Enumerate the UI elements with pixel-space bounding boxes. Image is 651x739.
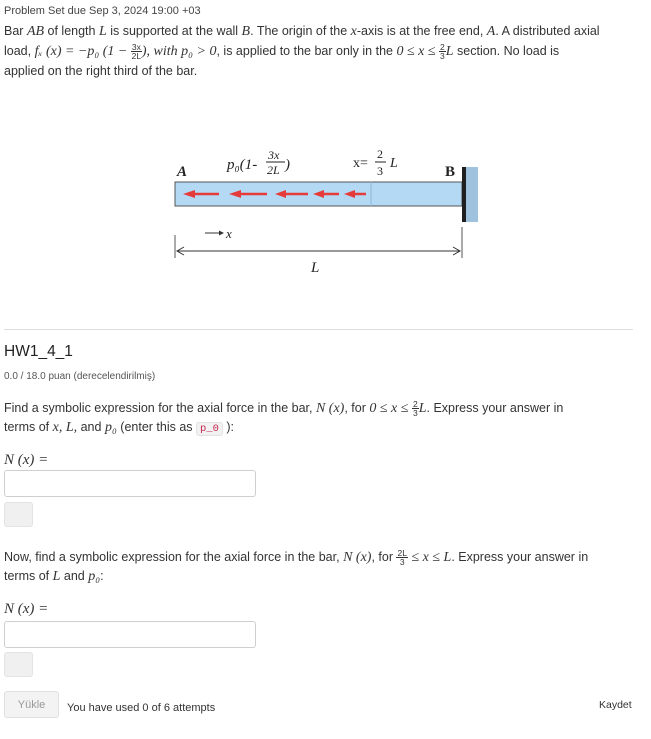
frac-num: 2 <box>412 399 418 410</box>
range-expression: 0 ≤ x ≤ <box>396 44 440 59</box>
problem-line-2 <box>4 42 649 61</box>
question-text: Now, find a symbolic expression for the axial force in the bar, <box>4 550 344 564</box>
problem-line-3: applied on the right third of the bar. <box>4 64 198 78</box>
problem-text: Bar <box>4 24 27 38</box>
problem-line-1 <box>4 22 649 41</box>
length-symbol: L <box>445 44 454 59</box>
load-frac-den: 2L <box>267 163 280 177</box>
frac-den: 2L <box>131 51 142 62</box>
question-text: , for <box>344 401 370 415</box>
load-button[interactable]: Yükle <box>4 691 59 718</box>
load-label-close: ) <box>285 157 290 173</box>
load-frac-num: 3x <box>268 148 280 162</box>
frac-den: 3 <box>399 557 405 568</box>
x-eq-num: 2 <box>377 147 383 161</box>
section-divider-line <box>4 329 633 330</box>
x-eq-label: x= <box>353 156 368 171</box>
question-text: and <box>60 569 89 583</box>
problem-text: of length <box>44 24 99 38</box>
question-text: ): <box>222 420 235 434</box>
question-text: terms of <box>4 420 53 434</box>
axial-force-symbol: N (x) <box>315 401 345 416</box>
label-A: A <box>177 164 188 180</box>
wall-edge <box>462 167 466 222</box>
part1-answer-label: N (x) = <box>4 452 49 468</box>
range-expression: ≤ x ≤ L <box>407 550 452 565</box>
frac-num: 2L <box>397 548 407 559</box>
problem-text: is supported at the wall <box>106 24 242 38</box>
bar-name: AB <box>26 24 45 39</box>
part1-status-box <box>4 502 33 527</box>
save-button[interactable]: Kaydet <box>599 699 632 711</box>
question-text: and <box>77 420 105 434</box>
problem-title: HW1_4_1 <box>4 343 73 360</box>
fraction-3x-2L <box>131 43 142 60</box>
fraction-2L-3 <box>396 549 407 566</box>
p0-condition: p₀ > 0 <box>181 44 217 59</box>
part2-question-line-1 <box>4 548 649 567</box>
question-text: terms of <box>4 569 53 583</box>
wall <box>466 167 478 222</box>
frac-den: 3 <box>412 408 418 419</box>
bar-figure <box>165 145 485 280</box>
problem-text: . A distributed axial <box>495 24 600 38</box>
frac-num: 3x <box>131 42 141 53</box>
length-symbol: L <box>418 401 427 416</box>
free-end-symbol: A <box>486 24 496 39</box>
length-label: L <box>311 260 320 276</box>
part1-question-line-2 <box>4 418 234 439</box>
part1-answer-input[interactable] <box>4 470 256 497</box>
x-symbol: x <box>350 24 357 39</box>
question-text: . Express your answer in <box>426 401 564 415</box>
frac-den: 3 <box>440 51 445 62</box>
load-expression-close: ), with <box>141 44 182 59</box>
code-hint: p_0 <box>196 422 223 436</box>
question-text: : <box>100 569 104 583</box>
score-text: 0.0 / 18.0 puan (derecelendirilmiş) <box>4 371 156 382</box>
x-eq-L: L <box>390 156 398 171</box>
part2-answer-label: N (x) = <box>4 601 49 617</box>
problem-text: , is applied to the bar only in the <box>216 44 397 58</box>
problem-text: . The origin of the <box>250 24 351 38</box>
p0-symbol: p₀ <box>104 420 117 435</box>
problem-text: section. No load is <box>453 44 560 58</box>
p0-symbol: p₀ <box>88 569 101 584</box>
fraction-2-3 <box>412 400 419 417</box>
part2-question-line-2 <box>4 567 104 586</box>
range-expression: 0 ≤ x ≤ <box>369 401 412 416</box>
problem-text: load, <box>4 44 35 58</box>
question-text: . Express your answer in <box>451 550 589 564</box>
length-symbol: L <box>98 24 107 39</box>
x-axis-label: x <box>226 226 232 241</box>
axial-force-symbol: N (x) <box>343 550 372 565</box>
part2-status-box <box>4 652 33 677</box>
attempts-text: You have used 0 of 6 attempts <box>67 702 216 714</box>
due-date-text: Problem Set due Sep 3, 2024 19:00 +03 <box>4 5 201 17</box>
part1-question-line-1 <box>4 399 649 418</box>
x-eq-den: 3 <box>377 164 383 178</box>
frac-num: 2 <box>440 42 445 53</box>
load-expression: fₓ (x) = −p₀ (1 − <box>34 44 131 59</box>
load-label: p₀(1- <box>227 157 258 173</box>
fraction-2-3 <box>439 43 446 60</box>
question-text: , for <box>371 550 397 564</box>
part2-answer-input[interactable] <box>4 621 256 648</box>
label-B: B <box>445 164 456 180</box>
length-symbol: L <box>52 569 61 584</box>
problem-text: -axis is at the free end, <box>356 24 487 38</box>
x-axis-arrowhead <box>219 231 224 236</box>
wall-symbol: B <box>241 24 251 39</box>
question-text: Find a symbolic expression for the axial force in the bar, <box>4 401 316 415</box>
question-text: (enter this as <box>116 420 197 434</box>
variables-symbols: x, L, <box>52 420 78 435</box>
